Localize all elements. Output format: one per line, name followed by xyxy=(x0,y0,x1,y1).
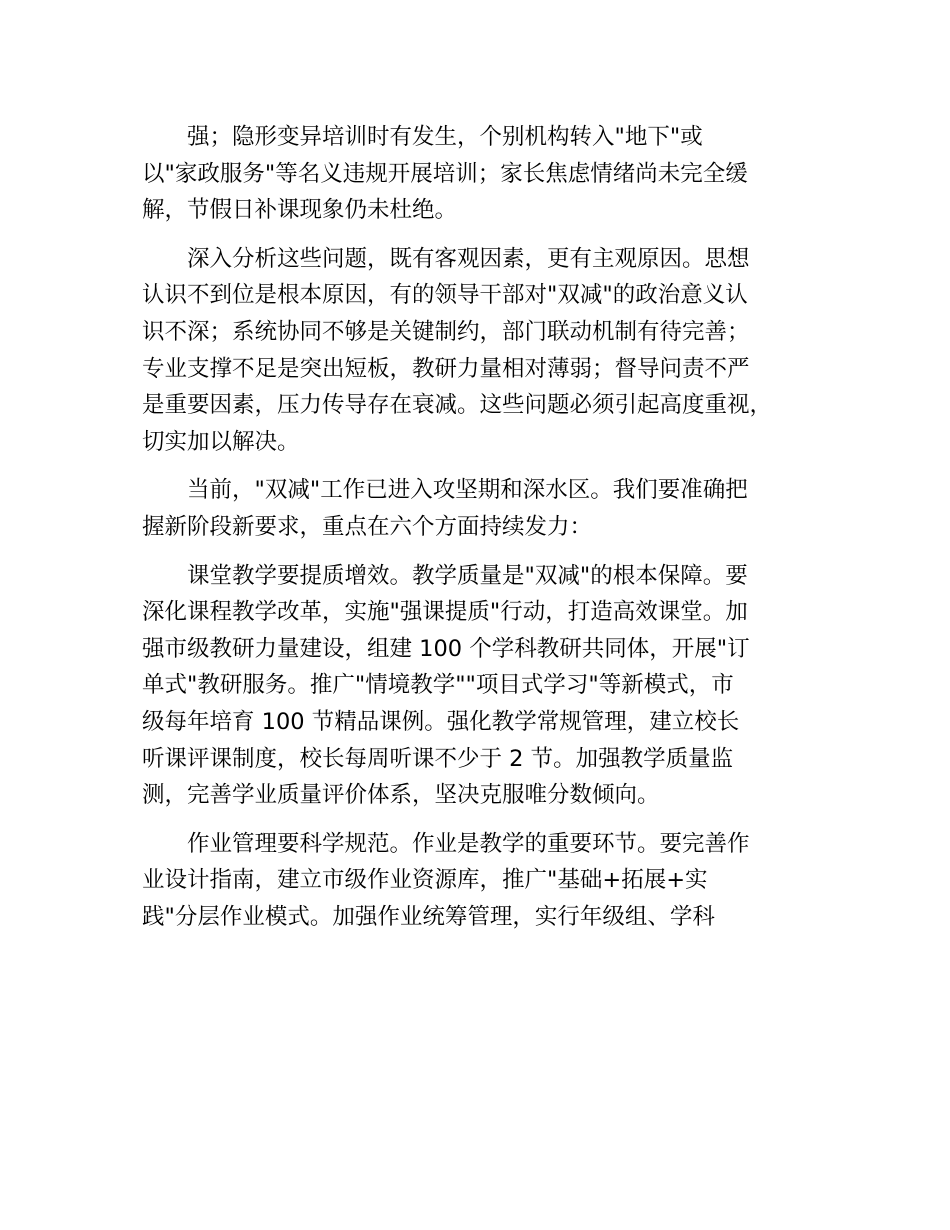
text-line: 课堂教学要提质增效。教学质量是"双减"的根本保障。要 xyxy=(187,562,748,589)
text-line: 践"分层作业模式。加强作业统筹管理，实行年级组、学科 xyxy=(142,903,715,930)
text-line: 测，完善学业质量评价体系，坚决克服唯分数倾向。 xyxy=(142,782,660,809)
text-line: 听课评课制度，校长每周听课不少于 2 节。加强教学质量监 xyxy=(142,745,734,772)
text-line: 认识不到位是根本原因，有的领导干部对"双减"的政治意义认 xyxy=(142,282,748,309)
text-line: 专业支撑不足是突出短板，教研力量相对薄弱；督导问责不严 xyxy=(142,355,750,382)
text-line: 单式"教研服务。推广"情境教学""项目式学习"等新模式，市 xyxy=(142,672,734,699)
paragraph-5 xyxy=(142,826,814,936)
paragraph-1 xyxy=(142,119,814,229)
text-line: 作业管理要科学规范。作业是教学的重要环节。要完善作 xyxy=(187,830,750,857)
document-body xyxy=(142,119,814,947)
paragraph-4 xyxy=(142,558,814,814)
paragraph-2 xyxy=(142,241,814,461)
text-line: 握新阶段新要求，重点在六个方面持续发力： xyxy=(142,513,593,540)
text-line: 业设计指南，建立市级作业资源库，推广"基础+拓展+实 xyxy=(142,867,708,894)
text-line: 强市级教研力量建设，组建 100 个学科教研共同体，开展"订 xyxy=(142,635,750,662)
text-line: 识不深；系统协同不够是关键制约，部门联动机制有待完善； xyxy=(142,318,750,345)
text-line: 深化课程教学改革，实施"强课提质"行动，打造高效课堂。加 xyxy=(142,599,748,626)
text-line: 是重要因素，压力传导存在衰减。这些问题必须引起高度重视， xyxy=(142,392,773,419)
paragraph-3 xyxy=(142,472,814,545)
text-line: 深入分析这些问题，既有客观因素，更有主观原因。思想 xyxy=(187,245,750,272)
text-line: 切实加以解决。 xyxy=(142,428,300,455)
text-line: 以"家政服务"等名义违规开展培训；家长焦虑情绪尚未完全缓 xyxy=(142,160,748,187)
text-line: 当前，"双减"工作已进入攻坚期和深水区。我们要准确把 xyxy=(187,477,748,504)
text-line: 级每年培育 100 节精品课例。强化教学常规管理，建立校长 xyxy=(142,708,740,735)
text-line: 强；隐形变异培训时有发生，个别机构转入"地下"或 xyxy=(187,124,703,150)
text-line: 解，节假日补课现象仍未杜绝。 xyxy=(142,197,458,224)
